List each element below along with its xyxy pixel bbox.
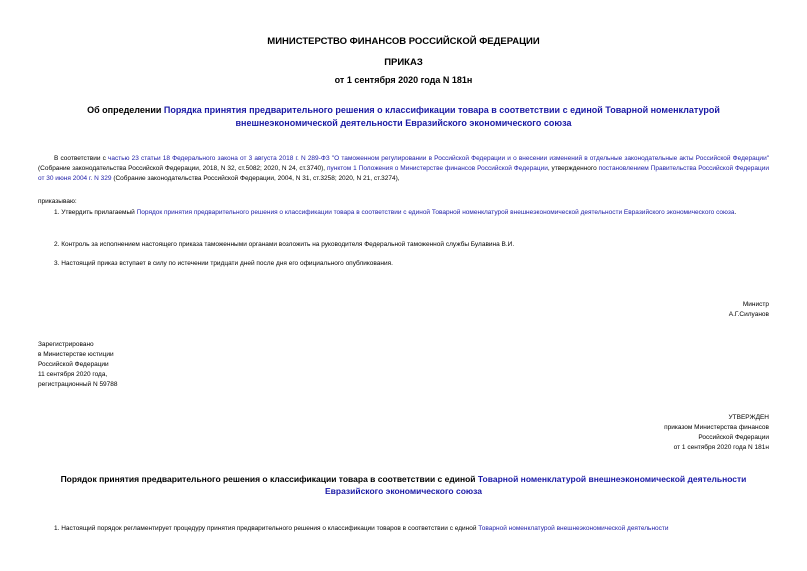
ministry-heading: МИНИСТЕРСТВО ФИНАНСОВ РОССИЙСКОЙ ФЕДЕРАЦИИ: [267, 36, 540, 47]
order-item-1-end: .: [734, 209, 737, 216]
tn-ved-link-2[interactable]: Товарной номенклатурой внешнеэкономической деятельности: [478, 525, 669, 532]
order-item-1: [38, 208, 769, 218]
preamble-paragraph: [38, 154, 769, 184]
registration-line-1: Зарегистрировано: [38, 341, 94, 348]
tn-ved-link[interactable]: Товарной номенклатурой внешнеэкономической деятельности Евразийского экономического союза: [324, 474, 747, 496]
preamble-text-4: (Собрание законодательства Российской Федерации, 2004, N 31, ст.3258; 2020, N 21, ст.3274),: [111, 175, 400, 182]
approval-block: [664, 413, 769, 453]
preamble-text-1: В соответствии с: [54, 155, 109, 162]
signature-name: А.Г.Силуанов: [728, 311, 769, 318]
procedure-paragraph-1: [38, 524, 769, 534]
approval-line-3: Российской Федерации: [698, 434, 769, 441]
approval-line-4: от 1 сентября 2020 года N 181н: [673, 444, 769, 451]
preamble-text-3: , утвержденного: [547, 165, 599, 172]
signature-block: [729, 300, 769, 320]
procedure-section-title-text: Порядок принятия предварительного решения о классификации товара в соответствии с единой: [60, 474, 478, 484]
order-title-link[interactable]: Порядка принятия предварительного решения о классификации товара в соответствии с единой Товарной номенклатурой внешнеэкономической деятельности Евразийского экономического союза: [163, 105, 720, 128]
procedure-link[interactable]: Порядок принятия предварительного решения о классификации товара в соответствии с единой Товарной номенклатурой внешнеэкономической деятельности Евразийского экономического союза: [136, 209, 735, 216]
registration-line-4: 11 сентября 2020 года,: [38, 371, 108, 378]
order-item-3: 3. Настоящий приказ вступает в силу по истечении тридцати дней после дня его официального опубликования.: [54, 260, 393, 267]
federal-law-link[interactable]: частью 23 статьи 18 Федерального закона от 3 августа 2018 г. N 289-ФЗ "О таможенном регулировании в Российской Федерации и о внесении изменений в отдельные законодательные акты Российской Федерации": [108, 155, 770, 162]
registration-line-2: в Министерстве юстиции: [38, 351, 114, 358]
ministry-regulation-link[interactable]: пунктом 1 Положения о Министерстве финансов Российской Федерации: [327, 165, 548, 172]
preamble-text-2: (Собрание законодательства Российской Федерации, 2018, N 32, ст.5082; 2020, N 24, ст.3740),: [38, 165, 327, 172]
procedure-paragraph-1-text: 1. Настоящий порядок регламентирует процедуру принятия предварительного решения о классификации товаров в соответствии с единой: [54, 525, 479, 532]
registration-block: [38, 340, 118, 390]
registration-line-5: регистрационный N 59788: [38, 381, 118, 388]
orders-label: приказываю:: [38, 198, 77, 205]
approval-line-2: приказом Министерства финансов: [664, 424, 769, 431]
order-item-1-text: 1. Утвердить прилагаемый: [54, 209, 137, 216]
order-item-2: 2. Контроль за исполнением настоящего приказа таможенными органами возложить на руководителя Федеральной таможенной службы Булавина В.И.: [54, 241, 515, 248]
doc-date-number: от 1 сентября 2020 года N 181н: [334, 75, 473, 85]
order-title-prefix: Об определении: [87, 105, 164, 115]
doc-type-heading: ПРИКАЗ: [384, 57, 423, 68]
approval-line-1: УТВЕРЖДЕН: [728, 414, 769, 421]
registration-line-3: Российской Федерации: [38, 361, 109, 368]
order-title: [38, 104, 769, 129]
signature-role: Министр: [742, 301, 769, 308]
government-resolution-link[interactable]: постановлением Правительства Российской Федерации от 30 июня 2004 г. N 329: [38, 165, 769, 182]
procedure-section-title: [38, 474, 769, 497]
